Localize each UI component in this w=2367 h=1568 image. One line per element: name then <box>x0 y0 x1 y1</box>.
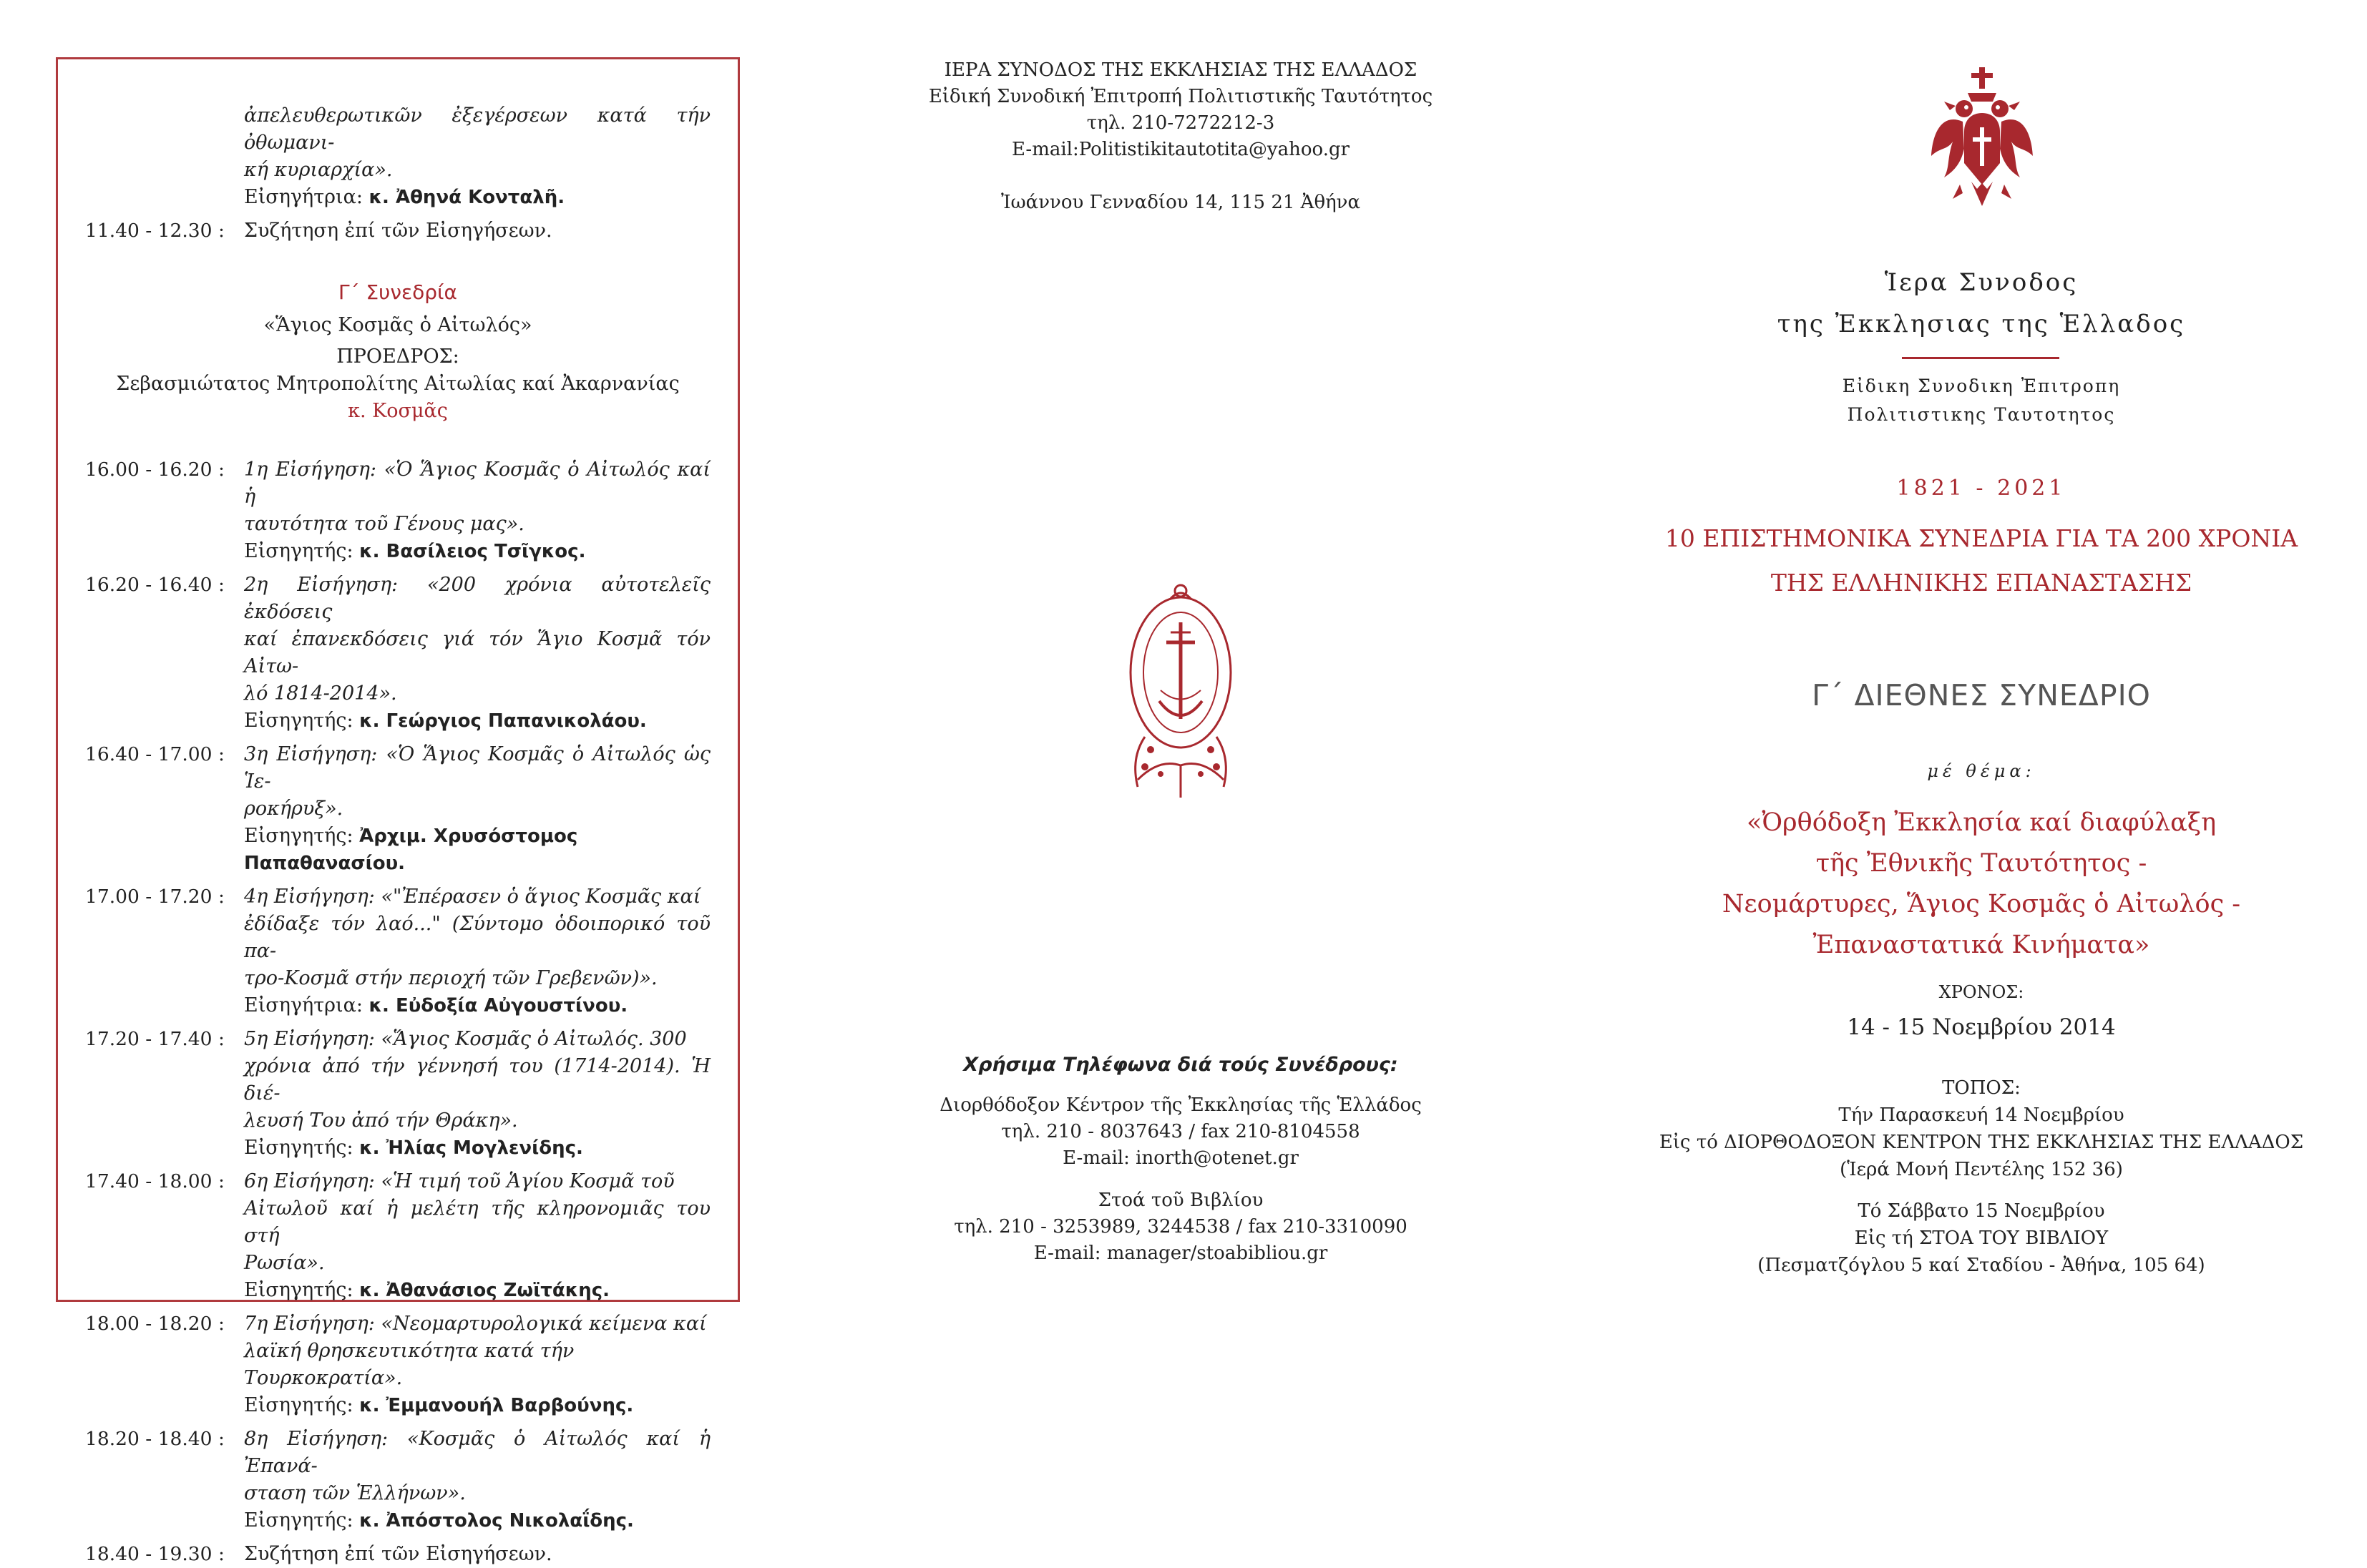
talk-title-line: 5η Εἰσήγηση: «Ἅγιος Κοσμᾶς ὁ Αἰτωλός. 300 <box>244 1028 687 1050</box>
speaker-name: Ἀρχιμ. Χρυσόστομος Παπαθανασίου. <box>244 825 578 874</box>
useful-phones <box>787 1052 1574 1267</box>
speaker-line: Εἰσηγήτρια: κ. Εὐδοξία Αὐγουστίνου. <box>244 994 628 1016</box>
talk-title-line: καί ἐπανεκδόσεις γιά τόν Ἅγιο Κοσμᾶ τόν Αἰτω- <box>244 628 711 677</box>
session-time: 11.40 - 12.30 : <box>85 220 225 242</box>
org-subtitle: Εἰδικη Συνοδικη Ἐπιτροπη Πολιτιστικης Ταυτοτητος <box>1842 376 2121 425</box>
conference-title: Γ΄ ΔΙΕΘΝΕΣ ΣΥΝΕΔΡΙΟ <box>1812 678 2151 712</box>
speaker-line: Εἰσηγητής: κ. Γεώργιος Παπανικολάου. <box>244 710 647 732</box>
chair-line: Σεβασμιώτατος Μητροπολίτης Αἰτωλίας καί Ἀκαρνανίας <box>116 373 680 395</box>
talk-title-line: λό 1814-2014». <box>244 682 397 705</box>
talk-title-line: 7η Εἰσήγηση: «Νεομαρτυρολογικά κείμενα καί <box>244 1313 707 1335</box>
session-time: 18.00 - 18.20 : <box>85 1313 225 1335</box>
organizer-address: Ἰωάννου Γενναδίου 14, 115 21 Ἀθήνα <box>1000 192 1361 213</box>
speaker-line: Εἰσηγητής: κ. Ἀπόστολος Νικολαΐδης. <box>244 1509 634 1532</box>
talk-entry <box>85 1310 711 1419</box>
talk-title-line: Αἰτωλοῦ καί ἡ μελέτη τῆς κληρονομιᾶς του στή <box>244 1197 711 1247</box>
talk-title-line: 6η Εἰσήγηση: «Ἡ τιμή τοῦ Ἁγίου Κοσμᾶ τοῦ <box>244 1170 675 1192</box>
talk-entry <box>85 1426 711 1534</box>
venue-day: Τό Σάββατο 15 Νοεμβρίου <box>1858 1200 2105 1222</box>
speaker-name: κ. Εὐδοξία Αὐγουστίνου. <box>369 995 628 1016</box>
session-theme: «Ἅγιος Κοσμᾶς ὁ Αἰτωλός» <box>263 314 532 336</box>
venue-name: Εἰς τή ΣΤΟΑ ΤΟΥ ΒΙΒΛΙΟΥ <box>1854 1228 2109 1249</box>
speaker-line: Εἰσηγητής: κ. Ἀθανάσιος Ζωϊτάκης. <box>244 1279 610 1301</box>
chair-caption: ΠΡΟΕΔΡΟΣ: <box>336 346 459 368</box>
venue-block <box>1596 1074 2367 1279</box>
talk-title-line: σταση τῶν Ἑλλήνων». <box>244 1482 466 1504</box>
talk-title-line: λαϊκή θρησκευτικότητα κατά τήν Τουρκοκρατία». <box>244 1340 575 1389</box>
speaker-name: κ. Ἠλίας Μογλενίδης. <box>359 1137 583 1159</box>
venue-address: (Ἱερά Μονή Πεντέλης 152 36) <box>1840 1159 2123 1180</box>
organizer-line: E-mail:Politistikitautotita@yahoo.gr <box>1011 139 1350 160</box>
session-time: 16.40 - 17.00 : <box>85 743 225 765</box>
program-continuation <box>85 102 711 211</box>
talk-title-line: ροκήρυξ». <box>244 798 343 820</box>
session-time: 16.00 - 16.20 : <box>85 459 225 481</box>
speaker-name: κ. Βασίλειος Τσῖγκος. <box>359 541 586 562</box>
center-phone: τηλ. 210 - 8037643 / fax 210-8104558 <box>1001 1121 1360 1142</box>
double-headed-eagle-icon <box>1928 63 2036 213</box>
time-caption: ΧΡΟΝΟΣ: <box>1938 982 2024 1002</box>
talk-entry <box>85 741 711 877</box>
session-title: Γ΄ Συνεδρία <box>338 280 457 304</box>
speaker-name: κ. Γεώργιος Παπανικολάου. <box>359 710 647 732</box>
session-time: 18.20 - 18.40 : <box>85 1428 225 1450</box>
place-caption: ΤΟΠΟΣ: <box>1942 1077 2021 1099</box>
topic-caption: μέ θέμα: <box>1927 761 2036 781</box>
talk-entry <box>85 1168 711 1304</box>
speaker-line: Εἰσηγητής: κ. Βασίλειος Τσῖγκος. <box>244 540 586 562</box>
discussion-row: 11.40 - 12.30 : Συζήτηση ἐπί τῶν Εἰσηγήσεων. <box>85 217 711 245</box>
program-frame <box>56 57 740 1565</box>
center-name: Διορθόδοξον Κέντρον τῆς Ἐκκλησίας τῆς Ἑλλάδος <box>940 1094 1422 1116</box>
program-panel <box>56 0 740 1565</box>
talk-list <box>85 456 711 1534</box>
venue-name: Εἰς τό ΔΙΟΡΘΟΔΟΞΟΝ ΚΕΝΤΡΟΝ ΤΗΣ ΕΚΚΛΗΣΙΑΣ ΤΗΣ ΕΛΛΑΔΟΣ <box>1659 1132 2304 1153</box>
speaker-name: κ. Ἀπόστολος Νικολαΐδης. <box>359 1510 634 1532</box>
talk-entry <box>85 883 711 1019</box>
series-title: 10 ΕΠΙΣΤΗΜΟΝΙΚΑ ΣΥΝΕΔΡΙΑ ΓΙΑ ΤΑ 200 ΧΡΟΝΙΑ ΤΗΣ ΕΛΛΗΝΙΚΗΣ ΕΠΑΝΑΣΤΑΣΗΣ <box>1664 524 2298 597</box>
contacts-title: Χρήσιμα Τηλέφωνα διά τούς Συνέδρους: <box>963 1054 1398 1076</box>
talk-title-line: 8η Εἰσήγηση: «Κοσμᾶς ὁ Αἰτωλός καί ἡ Ἐπανά- <box>244 1428 711 1477</box>
talk-title-line: 1η Εἰσήγηση: «Ὁ Ἅγιος Κοσμᾶς ὁ Αἰτωλός καί ἡ <box>244 459 711 508</box>
anniversary-years: 1821 - 2021 <box>1896 476 2066 501</box>
venue-address: (Πεσματζόγλου 5 καί Σταδίου - Ἀθήνα, 105 64) <box>1757 1255 2205 1276</box>
speaker-line: Εἰσηγητής: Ἀρχιμ. Χρυσόστομος Παπαθανασίου. <box>244 825 578 874</box>
talk-title-line: 4η Εἰσήγηση: «"Ἐπέρασεν ὁ ἅγιος Κοσμᾶς καί <box>244 886 701 908</box>
talk-title-line: 3η Εἰσήγηση: «Ὁ Ἅγιος Κοσμᾶς ὁ Αἰτωλός ὡς Ἱε- <box>244 743 711 793</box>
discussion-row: 18.40 - 19.30 : Συζήτηση ἐπί τῶν Εἰσηγήσεων. <box>85 1541 711 1568</box>
session-time: 18.40 - 19.30 : <box>85 1543 225 1565</box>
talk-entry <box>85 456 711 565</box>
talk-entry <box>85 572 711 735</box>
chair-name: κ. Κοσμᾶς <box>348 400 448 422</box>
talk-title-line: λευσή Του ἀπό τήν Θράκη». <box>244 1109 518 1132</box>
conference-date: 14 - 15 Νοεμβρίου 2014 <box>1847 1014 2116 1040</box>
cover-panel <box>1596 0 2367 1352</box>
organizer-header <box>787 57 1574 216</box>
store-name: Στοά τοῦ Βιβλίου <box>1098 1190 1264 1211</box>
speaker-line: Εἰσηγητής: κ. Ἠλίας Μογλενίδης. <box>244 1137 583 1159</box>
store-phone: τηλ. 210 - 3253989, 3244538 / fax 210-3310090 <box>954 1216 1407 1238</box>
store-email: E-mail: manager/stoabibliou.gr <box>1033 1243 1328 1264</box>
talk-title-line: χρόνια ἀπό τήν γέννησή του (1714-2014). Ἡ διέ- <box>244 1055 711 1104</box>
org-title: Ἱερα Συνοδος της Ἐκκλησιας της Ἑλλαδος <box>1777 268 2186 338</box>
organizer-line: Εἰδική Συνοδική Ἐπιτροπή Πολιτιστικῆς Ταυτότητος <box>928 86 1433 107</box>
conference-theme: «Ὀρθόδοξη Ἐκκλησία καί διαφύλαξη τῆς Ἐθνικῆς Ταυτότητος - Νεομάρτυρες, Ἅγιος Κοσμᾶς ὁ Αἰτωλός - Ἐπαναστατικά Κινήματα» <box>1722 808 2241 959</box>
session-header <box>85 279 711 425</box>
synod-seal-icon <box>1116 565 1245 801</box>
speaker-line: Εἰσηγητής: κ. Ἐμμανουήλ Βαρβούνης. <box>244 1394 634 1416</box>
organizer-line: ΙΕΡΑ ΣΥΝΟΔΟΣ ΤΗΣ ΕΚΚΛΗΣΙΑΣ ΤΗΣ ΕΛΛΑΔΟΣ <box>944 59 1417 81</box>
center-email: E-mail: inorth@otenet.gr <box>1063 1147 1299 1169</box>
speaker-name: κ. Ἀθηνά Κονταλῆ. <box>369 187 565 208</box>
talk-title-line: ταυτότητα τοῦ Γένους μας». <box>244 513 524 535</box>
speaker-name: κ. Ἐμμανουήλ Βαρβούνης. <box>359 1395 634 1416</box>
contact-panel <box>787 0 1574 1352</box>
continuation-line: ἀπελευθερωτικῶν ἐξεγέρσεων κατά τήν ὀθωμανι- <box>244 104 711 154</box>
speaker-line: Εἰσηγήτρια: κ. Ἀθηνά Κονταλῆ. <box>244 186 565 208</box>
speaker-name: κ. Ἀθανάσιος Ζωϊτάκης. <box>359 1280 610 1301</box>
divider <box>1902 357 2059 359</box>
talk-title-line: τρο-Κοσμᾶ στήν περιοχή τῶν Γρεβενῶν)». <box>244 967 658 989</box>
talk-title-line: 2η Εἰσήγηση: «200 χρόνια αὐτοτελεῖς ἐκδόσεις <box>244 574 711 623</box>
talk-entry <box>85 1026 711 1162</box>
organizer-line: τηλ. 210-7272212-3 <box>1086 112 1275 134</box>
talk-title-line: ἐδίδαξε τόν λαό..." (Σύντομο ὁδοιπορικό τοῦ πα- <box>244 913 711 962</box>
talk-title-line: Ρωσία». <box>244 1252 325 1274</box>
venue-day: Τήν Παρασκευή 14 Νοεμβρίου <box>1838 1104 2124 1126</box>
continuation-line: κή κυριαρχία». <box>244 159 393 181</box>
session-time: 17.00 - 17.20 : <box>85 886 225 908</box>
session-time: 17.20 - 17.40 : <box>85 1028 225 1050</box>
session-time: 16.20 - 16.40 : <box>85 574 225 596</box>
session-time: 17.40 - 18.00 : <box>85 1170 225 1192</box>
